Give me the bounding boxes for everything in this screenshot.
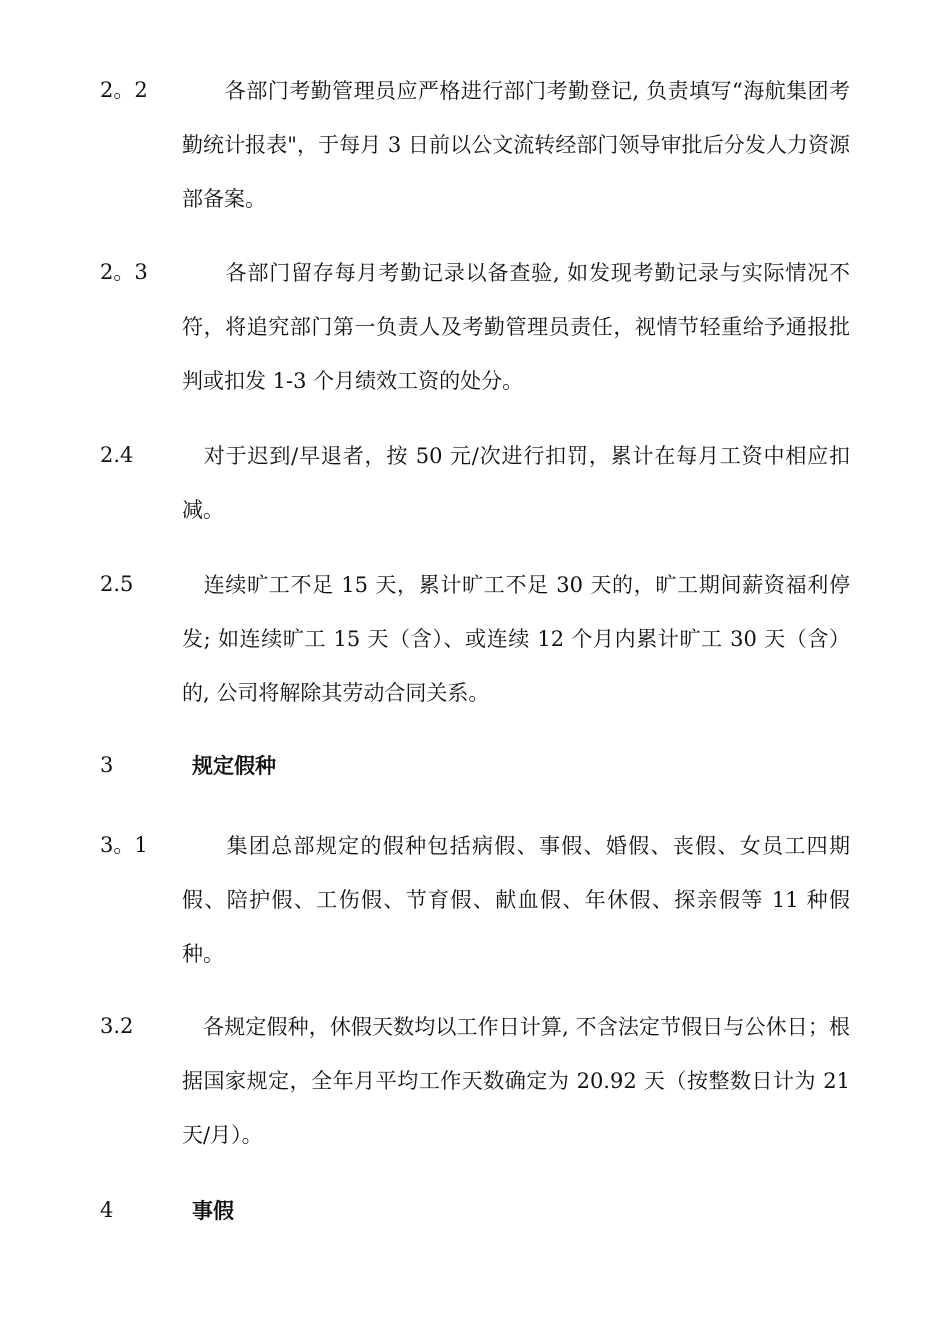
section-number: 4 (100, 1198, 114, 1222)
section-number: 3 (100, 753, 114, 777)
clause-text: 对于迟到/早退者，按 50 元/次进行扣罚，累计在每月工资中相应扣减。 (182, 444, 850, 522)
clause-number: 2。3 (100, 260, 148, 284)
clause-number: 2。2 (100, 78, 148, 102)
clause-text: 各规定假种，休假天数均以工作日计算, 不含法定节假日与公休日；根据国家规定，全年月平均工作天数确定为 20.92 天（按整数日计为 21 天/月）。 (182, 1015, 850, 1147)
clause-number: 2.4 (100, 443, 134, 467)
clause-text: 各部门考勤管理员应严格进行部门考勤登记, 负责填写“海航集团考勤统计报表"，于每月 3 日前以公文流转经部门领导审批后分发人力资源部备案。 (182, 79, 850, 211)
clause-text: 连续旷工不足 15 天，累计旷工不足 30 天的，旷工期间薪资福利停发; 如连续旷工 15 天（含）、或连续 12 个月内累计旷工 30 天（含）的, 公司将解除其劳动合同关系。 (182, 573, 850, 705)
section-title: 规定假种 (192, 753, 276, 778)
clause-text: 各部门留存每月考勤记录以备查验, 如发现考勤记录与实际情况不符，将追究部门第一负责人及考勤管理员责任，视情节轻重给予通报批判或扣发 1-3 个月绩效工资的处分。 (182, 261, 850, 393)
section-title: 事假 (192, 1198, 234, 1223)
clause-number: 3.2 (100, 1014, 134, 1038)
clause-text: 集团总部规定的假种包括病假、事假、婚假、丧假、女员工四期假、陪护假、工伤假、节育假、献血假、年休假、探亲假等 11 种假种。 (182, 834, 850, 966)
clause-number: 2.5 (100, 572, 134, 596)
clause-number: 3。1 (100, 833, 148, 857)
